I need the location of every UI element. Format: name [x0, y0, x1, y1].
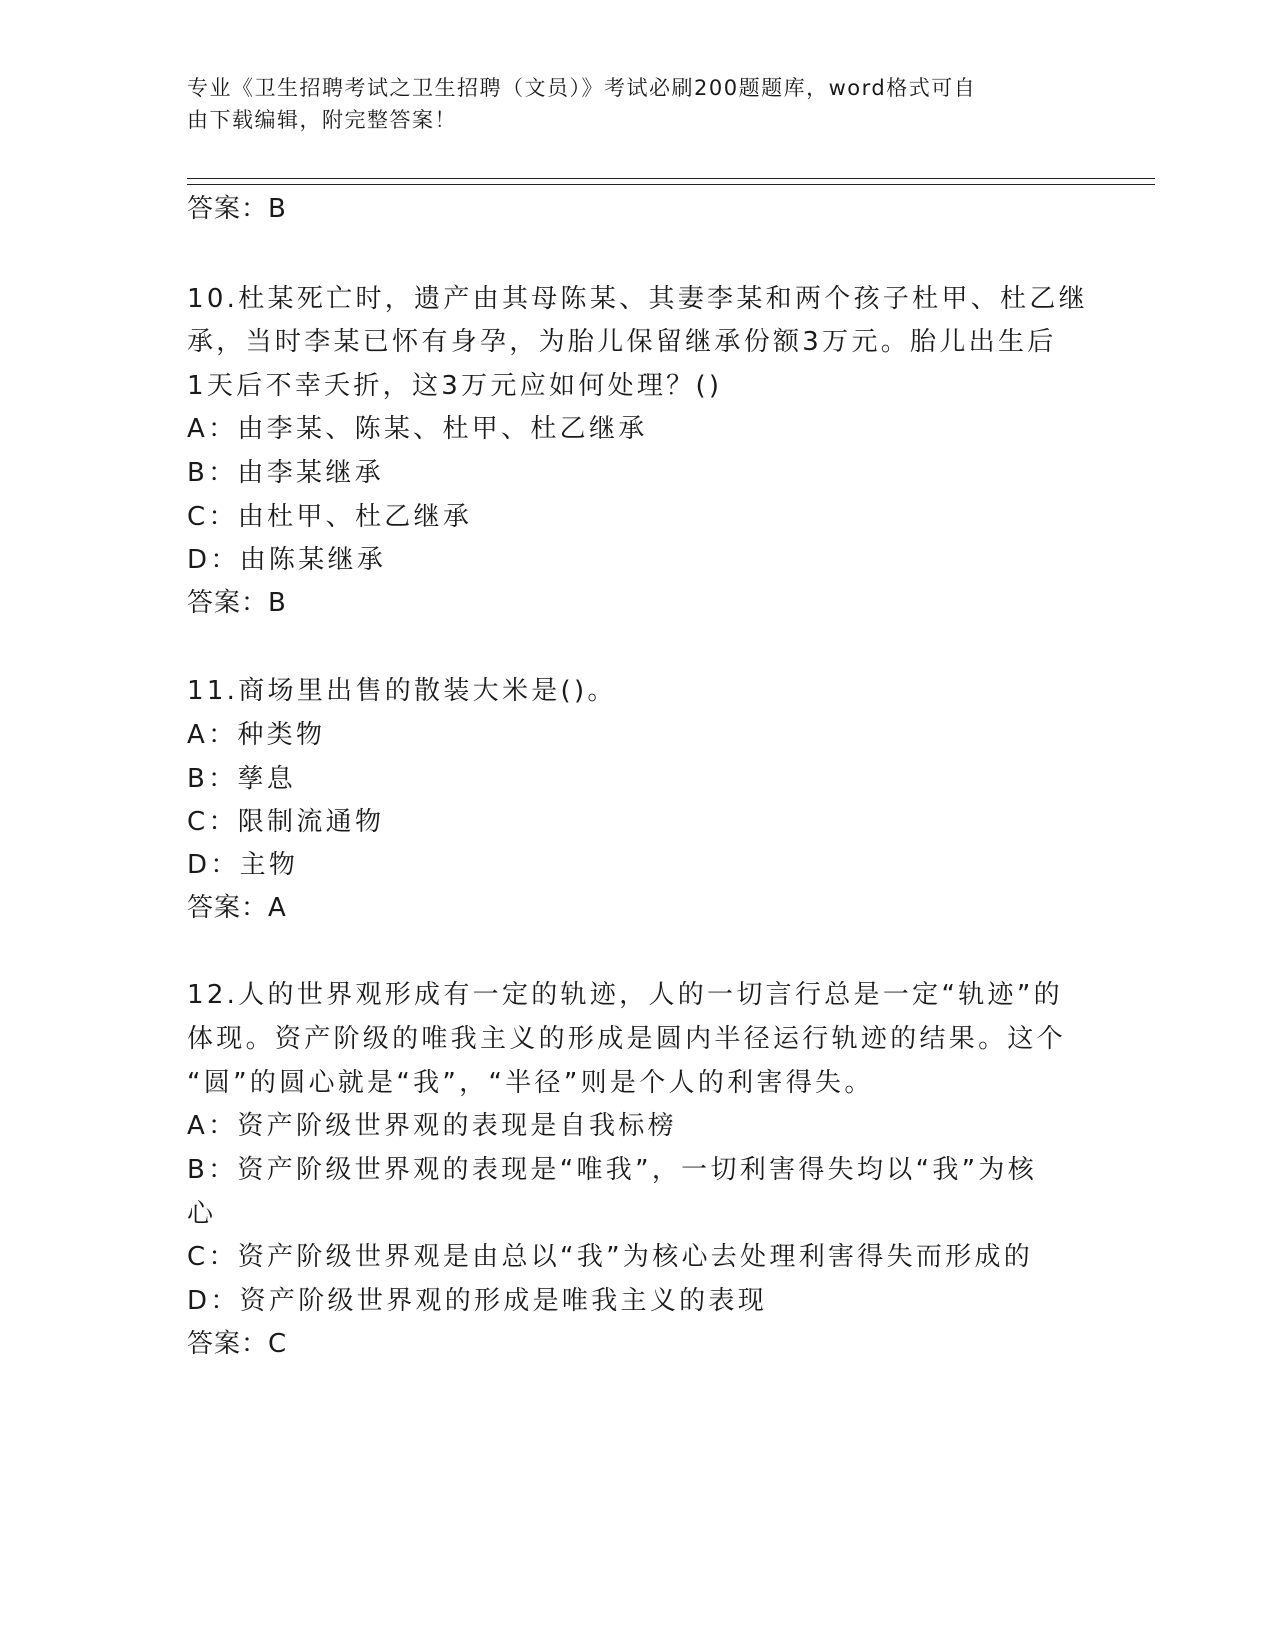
question-11-option-a: A：种类物	[187, 720, 326, 750]
question-12-stem-line-3: “圆”的圆心就是“我”，“半径”则是个人的利害得失。	[187, 1068, 874, 1098]
header-line-1: 专业《卫生招聘考试之卫生招聘（文员）》考试必刷200题题库，word格式可自	[187, 76, 977, 100]
question-10-option-c: C：由杜甲、杜乙继承	[187, 502, 473, 532]
question-12-option-d: D：资产阶级世界观的形成是唯我主义的表现	[187, 1286, 768, 1316]
question-11-option-b: B：孳息	[187, 764, 297, 794]
question-11-option-c: C：限制流通物	[187, 807, 385, 837]
answer-previous: 答案：B	[187, 194, 287, 224]
question-10-option-a: A：由李某、陈某、杜甲、杜乙继承	[187, 414, 648, 444]
question-10-stem-line-2: 承，当时李某已怀有身孕，为胎儿保留继承份额3万元。胎儿出生后	[187, 327, 1057, 357]
question-12-stem-line-2: 体现。资产阶级的唯我主义的形成是圆内半径运行轨迹的结果。这个	[187, 1024, 1067, 1054]
header-divider-bottom	[187, 184, 1155, 185]
header-divider-top	[187, 178, 1155, 179]
question-11-answer: 答案：A	[187, 893, 287, 923]
question-11-option-d: D：主物	[187, 850, 299, 880]
question-10-answer: 答案：B	[187, 588, 287, 618]
question-12-option-b-continued: 心	[187, 1199, 217, 1229]
document-header	[187, 72, 1077, 136]
header-line-2: 由下载编辑，附完整答案！	[187, 108, 457, 132]
question-12-option-a: A：资产阶级世界观的表现是自我标榜	[187, 1111, 677, 1141]
question-12-stem-line-1: 12.人的世界观形成有一定的轨迹，人的一切言行总是一定“轨迹”的	[187, 980, 1063, 1010]
question-10-option-b: B：由李某继承	[187, 458, 384, 488]
question-12-answer: 答案：C	[187, 1329, 288, 1359]
question-12-option-c: C：资产阶级世界观是由总以“我”为核心去处理利害得失而形成的	[187, 1242, 1034, 1272]
question-10-stem-line-1: 10.杜某死亡时，遗产由其母陈某、其妻李某和两个孩子杜甲、杜乙继	[187, 284, 1088, 314]
question-10-stem-line-3: 1天后不幸夭折，这3万元应如何处理？()	[187, 371, 723, 401]
question-11-stem-line-1: 11.商场里出售的散装大米是()。	[187, 676, 617, 706]
question-12-option-b: B：资产阶级世界观的表现是“唯我”，一切利害得失均以“我”为核	[187, 1155, 1038, 1185]
question-10-option-d: D：由陈某继承	[187, 545, 387, 575]
